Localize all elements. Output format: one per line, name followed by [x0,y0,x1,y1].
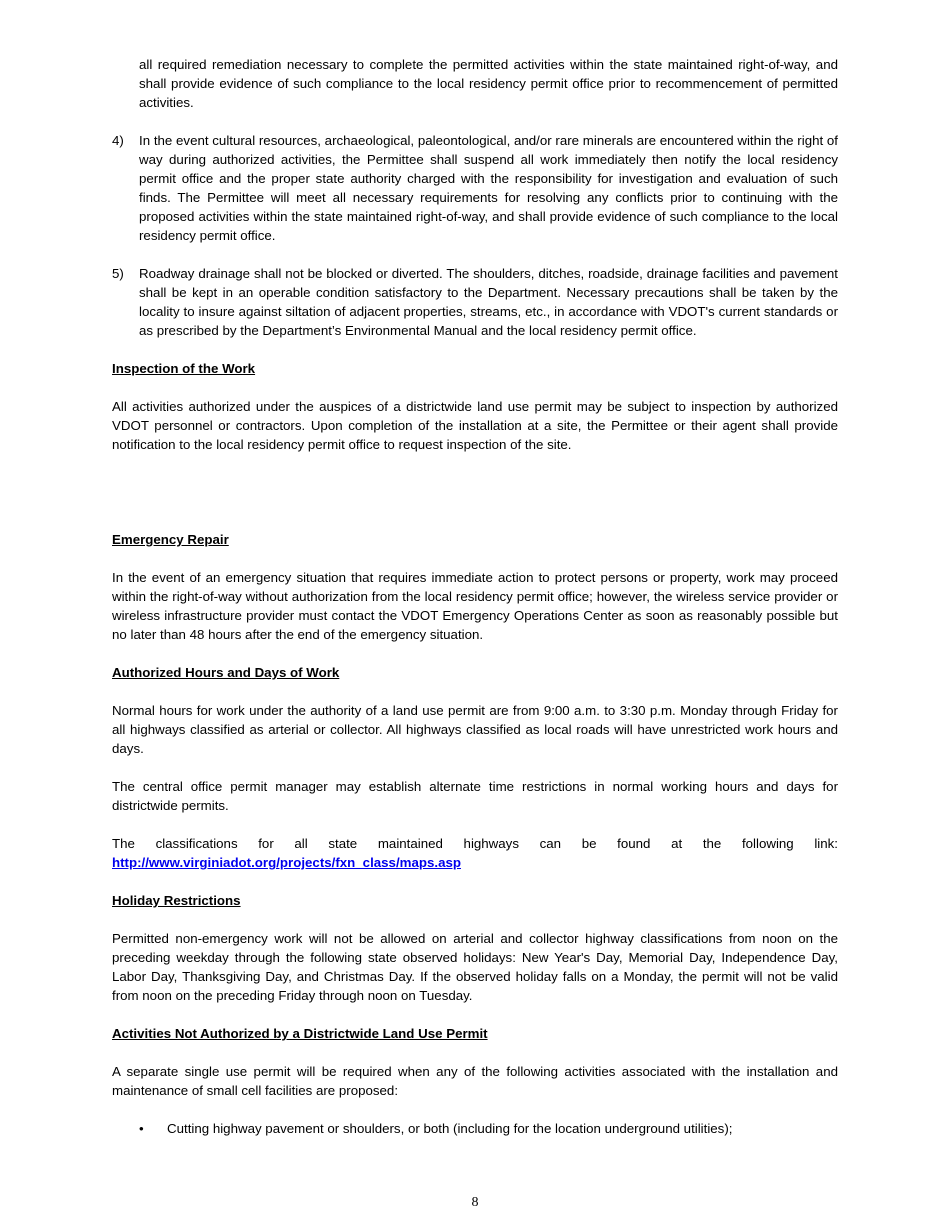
list-item-number: 4) [112,133,124,148]
paragraph-hours-alternate: The central office permit manager may establish alternate time restrictions in normal working hours and days for districtwide permits. [112,779,838,813]
classification-link-line [112,853,838,872]
bullet-text: Cutting highway pavement or shoulders, or both (including for the location underground utilities); [167,1121,733,1136]
heading-holiday: Holiday Restrictions [112,893,241,908]
bullet-item [112,1119,838,1138]
list-item-5 [112,264,838,340]
document-page [112,55,838,1138]
paragraph-emergency: In the event of an emergency situation that requires immediate action to protect persons or property, work may proceed within the right-of-way without authorization from the local residency permit office; however, the wireless service provider or wireless infrastructure provider must contact the VDOT Emergency Operations Center as soon as reasonably possible but no later than 48 hours after the end of the emergency situation. [112,570,838,642]
heading-not-authorized: Activities Not Authorized by a Districtwide Land Use Permit [112,1026,488,1041]
heading-hours: Authorized Hours and Days of Work [112,665,340,680]
paragraph-not-authorized: A separate single use permit will be required when any of the following activities associated with the installation and maintenance of small cell facilities are proposed: [112,1064,838,1098]
heading-emergency: Emergency Repair [112,532,229,547]
continued-paragraph: all required remediation necessary to complete the permitted activities within the state maintained right-of-way, and shall provide evidence of such compliance to the local residency permit office prior to recommencement of permitted activities. [139,57,838,110]
paragraph-hours-normal: Normal hours for work under the authority of a land use permit are from 9:00 a.m. to 3:30 p.m. Monday through Friday for all highways classified as arterial or collector. All highways classified as local roads will have unrestricted work hours and days. [112,703,838,756]
classification-link[interactable]: http://www.virginiadot.org/projects/fxn_class/maps.asp [112,855,461,870]
list-item-text: Roadway drainage shall not be blocked or diverted. The shoulders, ditches, roadside, drainage facilities and pavement shall be kept in an operable condition satisfactory to the Department. Necessary precautions shall be taken by the locality to insure against siltation of adjacent properties, streams, etc., in accordance with VDOT's current standards or as prescribed by the Department’s Environmental Manual and the local residency permit office. [139,266,838,338]
list-item-text: In the event cultural resources, archaeological, paleontological, and/or rare minerals are encountered within the right of way during authorized activities, the Permittee shall suspend all work immediately then notify the local residency permit office and the proper state authority charged with the responsibility for investigation and evaluation of such finds. The Permittee will meet all necessary requirements for resolving any conflicts prior to continuing with the proposed activities within the state maintained right-of-way, and shall provide evidence of such compliance to the local residency permit office. [139,133,838,243]
heading-inspection: Inspection of the Work [112,361,256,376]
list-item-number: 5) [112,266,124,281]
paragraph-hours-classification: The classifications for all state maintained highways can be found at the following link: [112,836,838,851]
blank-space [112,454,838,511]
list-item-4 [112,131,838,245]
bullet-dot-icon: • [139,1121,144,1136]
paragraph-holiday: Permitted non-emergency work will not be allowed on arterial and collector highway classifications from noon on the preceding weekday through the following state observed holidays: New Year's Day, Memorial Day, Independence Day, Labor Day, Thanksgiving Day, and Christmas Day. If the observed holiday falls on a Monday, the permit will not be valid from noon on the preceding Friday through noon on Tuesday. [112,931,838,1003]
paragraph-inspection: All activities authorized under the auspices of a districtwide land use permit may be subject to inspection by authorized VDOT personnel or contractors. Upon completion of the installation at a site, the Permittee or their agent shall provide notification to the local residency permit office to request inspection of the site. [112,399,838,452]
page-number: 8 [471,1195,479,1210]
